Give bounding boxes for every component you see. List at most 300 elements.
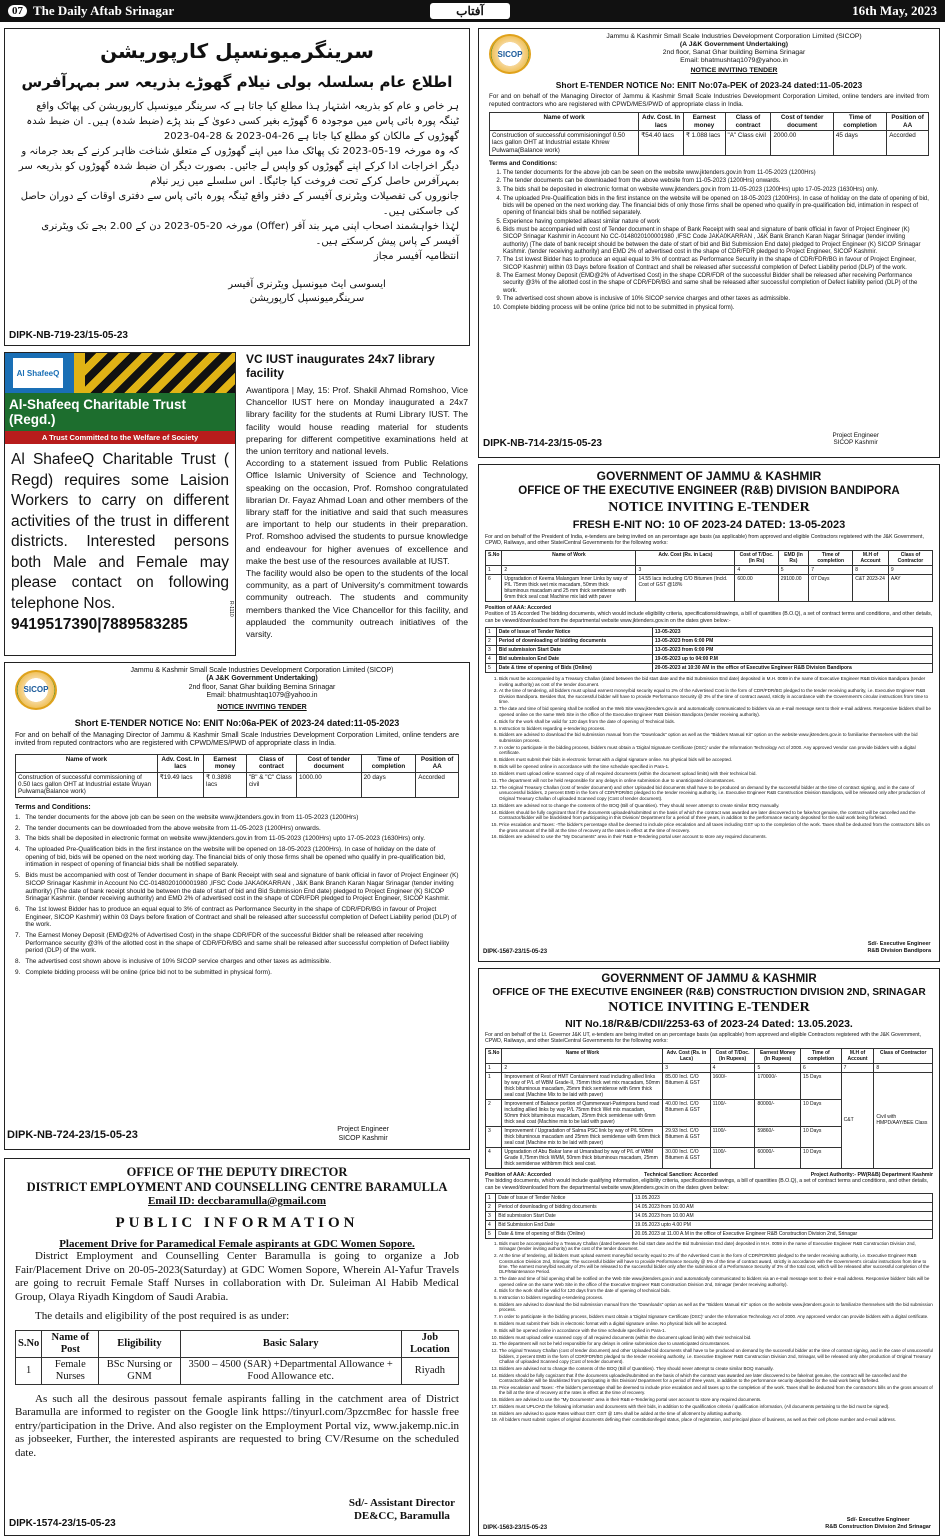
list-item: 2. At the time of tendering, all bidders must upload earnest money/bid security equal to 2% of the Advertised Cost in the form of CDR/FDR/BG pledged to the tender receiving authority, i.e. Executive Engineer R&B Division Bandipora. Besides that, the successful bidder will have to provide Performance Security @ 3% of the time of contract award, strictly in accordance with the Government's circular instructions from time to time. bbox=[499, 688, 933, 705]
list-item: 16. Bidders are advised to use the "My Documents" area in their R&B e-Tendering portal user account to store any required documents. bbox=[499, 1397, 933, 1402]
srinagar-colnum: 4 bbox=[710, 1063, 755, 1072]
srinagar-colnum: 8 bbox=[874, 1063, 933, 1072]
newspaper-header-bar bbox=[0, 0, 945, 22]
bandipora-dipk: DIPK-1567-23/15-05-23 bbox=[483, 949, 548, 955]
shafeeq-phone-numbers: 9419517390|7889583285 bbox=[11, 616, 188, 633]
bandipora-colnum: 1 bbox=[486, 565, 502, 574]
table-row bbox=[486, 628, 933, 637]
sicop1-td: Construction of successful commisioningof 0.50 lacs gallon OHT at Industrial estate Khrew Pulwama(Balance work) bbox=[490, 131, 639, 156]
srinagar-td: 10 Days bbox=[801, 1099, 842, 1126]
term-text: Bids must be accompanied with cost of Tender document in shape of Bank Receipt with seal and signature of bank official in favor of Project Engineer (K) SICOP Srinagar Kashmir in Account No CC-0148020100001980 ,IFSC Code JAKA0KARRAN , J&K Bank Branch Karan Nagar Srinagar (tender inviting authority) (The date of bank receipt should be between the date of start of bid and Bid Submission End date) pledged to Project Engineer (K) SICOP Srinagar Kashmir. (tender receiving authority) and EMD 2% of advertised cost in the shape of CDR/FDR pledged to Project Engineer, SICOP Kashmir. bbox=[25, 872, 459, 903]
urdu-notice-para-4: لہٰذا خواہشمند اصحاب اپنی مہر بند آفر (Offer) مورخہ 20-05-2023 دن کے 2.00 بجے تک ویٹرنری آفیسر کے پاس پیش کرسکتے ہیں۔ bbox=[41, 221, 459, 247]
list-item: 1. Bids must be accompanied by a Treasury Challan (dated between the bid start date and the Bid Submission End date) deposited in M.H. 0059 in the name of Executive Engineer R&B Construction Division 2nd, Srinagar (tender inviting authority) as the cost of the tender document. bbox=[499, 1241, 933, 1252]
srinagar-td: 10 Days bbox=[801, 1126, 842, 1147]
srinagar-td: 1100/- bbox=[710, 1147, 755, 1168]
date-no: 5 bbox=[486, 664, 497, 673]
srinagar-td: 4 bbox=[486, 1147, 502, 1168]
sicop2-work-table bbox=[15, 754, 459, 798]
sicop2-org: Jammu & Kashmir Small Scale Industries Development Corporation Limited (SICOP) bbox=[130, 667, 394, 674]
list-item: 15. Price escalation and Taxes: -The bidder's percentage shall be deemed to include price escalation and all taxes up to the completion of the work. Taxes shall be deducted from the contractor's bills on the gross amount of the bill at the time of recovery at the rates in effect at the time of recovery. bbox=[499, 1385, 933, 1396]
baramulla-post-table bbox=[15, 1330, 459, 1385]
bandipora-colnum: 9 bbox=[888, 565, 932, 574]
sicop1-td: ₹ 1.088 lacs bbox=[683, 131, 725, 156]
urdu-notice-dipk: DIPK-NB-719-23/15-05-23 bbox=[9, 330, 128, 341]
baramulla-th: Eligibility bbox=[99, 1330, 180, 1357]
table-row bbox=[486, 637, 933, 646]
bandipora-office: OFFICE OF THE EXECUTIVE ENGINEER (R&B) DIVISION BANDIPORA bbox=[518, 485, 900, 497]
bandipora-th: Time of completion bbox=[809, 550, 853, 565]
urdu-notice-signature-2: سرینگرمیونسپل کارپوریشن bbox=[249, 293, 365, 304]
sicop1-nit-heading: NOTICE INVITING TENDER bbox=[690, 67, 778, 74]
table-row bbox=[16, 1330, 459, 1357]
list-item: 17. Bidders must UPLOAD the following information and documents with their bids, in addition to the qualification criteria / qualification information, (All documents pertaining to the bid must be signed). bbox=[499, 1404, 933, 1409]
sicop2-sign-1: Project Engineer bbox=[337, 1126, 389, 1133]
srinagar-colnum: 5 bbox=[755, 1063, 801, 1072]
term-text: The advertised cost shown above is inclusive of 10% SICOP service charges and other taxes as admissible. bbox=[25, 958, 332, 966]
bandipora-signature bbox=[867, 941, 931, 955]
shafeeq-banner bbox=[5, 353, 235, 393]
table-row bbox=[486, 1230, 933, 1239]
baramulla-td: 3500 – 4500 (SAR) +Departmental Allowance + Food Allowance etc. bbox=[180, 1357, 401, 1384]
srinagar-td: 170000/- bbox=[755, 1072, 801, 1099]
baramulla-td: BSc Nursing or GNM bbox=[99, 1357, 180, 1384]
bandipora-th: Cost of T/Doc. (In Rs) bbox=[735, 550, 778, 565]
sicop2-td: "B" & "C" Class civil bbox=[246, 772, 296, 797]
term-text: The tender documents for the above job can be seen on the website www.jktenders.gov.in from 11-05-2023 (1200Hrs) bbox=[25, 813, 359, 821]
urdu-notice-para-1: ہر خاص و عام کو بذریعہ اشتہار ہذا مطلع کیا جاتا ہے کہ سرینگر میونسپل کارپوریشن کی پھاٹک واقع ٹینگہ پورہ بائی پاس میں موجودہ 6 گھوڑے بغیر کسی دعویٰ کے بند پڑے (ضبط شدہ) ہیں۔ ان ضبط شدہ گھوڑوں کے مالکان کو مطلع کیا جاتا ہے 26-04-2023 & 28-04-2023 bbox=[26, 101, 459, 142]
baramulla-signature bbox=[349, 1497, 455, 1523]
urdu-notice-para-3: جانوروں کی تفصیلات ویٹرنری آفیسر کے دفتر واقع ٹینگہ پورہ بائی پاس سے دفتری اوقات کے دوران حاصل کی جاسکتی ہیں۔ bbox=[20, 191, 459, 217]
list-item: 6. Bidders are advised to download the bid submission manual from the "Downloads" option as well as the "Bidders Manual Kit" option on the website www.jktenders.gov.in to familiarise themselves with the bid submission process. bbox=[499, 732, 933, 743]
list-item bbox=[15, 814, 459, 822]
sicop2-sign-2: SICOP Kashmir bbox=[338, 1135, 388, 1142]
srinagar-th: Name of Work bbox=[502, 1048, 663, 1063]
bandipora-th: Class of Contractor bbox=[888, 550, 932, 565]
sicop1-logo: SICOP bbox=[489, 34, 531, 74]
srinagar-th: M.H of Account bbox=[841, 1048, 874, 1063]
table-row bbox=[486, 1063, 933, 1072]
sicop-tender-notice-1 bbox=[478, 28, 940, 458]
term-number: 5. bbox=[15, 872, 21, 880]
srinagar-th: Cost of T/Doc. (In Rupees) bbox=[710, 1048, 755, 1063]
sicop2-nit-number: Short E-TENDER NOTICE No: ENIT No:06a-PEK of 2023-24 dated:11-05-2023 bbox=[74, 718, 400, 729]
list-item: 13. Bidders are advised not to change the contents of the BOQ (Bill of Quantities). They should never attempt to create similar BOQ manually. bbox=[499, 1366, 933, 1371]
sicop2-undertaking: (A J&K Government Undertaking) bbox=[206, 675, 318, 683]
term-number: 4. bbox=[15, 845, 21, 853]
sicop1-th: Position of AA bbox=[887, 113, 929, 131]
header-left bbox=[8, 3, 174, 19]
sicop2-td: ₹ 0.3898 lacs bbox=[204, 772, 247, 797]
srinagar-td: 1100/- bbox=[710, 1099, 755, 1126]
sicop2-signature bbox=[337, 1125, 389, 1143]
date-value: 19.05.2023 upto 4.00 PM bbox=[632, 1221, 932, 1230]
srinagar-sign-2: R&B Construction Division 2nd Srinagar bbox=[825, 1524, 931, 1530]
date-no: 2 bbox=[486, 1203, 496, 1212]
srinagar-dipk: DIPK-1563-23/15-05-23 bbox=[483, 1525, 548, 1531]
baramulla-th: Basic Salary bbox=[180, 1330, 401, 1357]
term-text: The uploaded Pre-Qualification bids in the first instance on the website will be opened on 18-05-2023 (1200Hrs). In case of holiday on the date of opening of bid, bids will be opened on the next working day. The financial bids of only those firms shall be opened who qualify in pre-qualification bid, intimation in respect of opening of financial bids shall be notified separately. bbox=[25, 845, 446, 869]
bandipora-sign-2: R&B Division Bandipora bbox=[867, 948, 931, 954]
srinagar-td: 1 bbox=[486, 1072, 502, 1099]
bandipora-colnum: 7 bbox=[809, 565, 853, 574]
date-no: 2 bbox=[486, 637, 497, 646]
sicop1-td: ₹54.40 lacs bbox=[639, 131, 684, 156]
term-number: 3. bbox=[15, 835, 21, 843]
sicop2-th: Earnest money bbox=[204, 754, 247, 772]
srinagar-td: 1100/- bbox=[710, 1126, 755, 1147]
iust-para-2: According to a statement issued from Public Relations Office Islamic University of Science and Technology, speaking on the occasion, Prof. Romshoo congratulated librarian Dr. Fayaz Ahmad Loan and other members of the library staff for the initiative and said that such measures are important to help our students in their preparation. Prof. Romshoo advised the students to pursue knowledge and endeavour for higher avenues of excellence and make the best use of the resources available at IUST. bbox=[246, 458, 468, 566]
srinagar-th: Adv. Cost (Rs. in Lacs) bbox=[663, 1048, 710, 1063]
sicop1-org: Jammu & Kashmir Small Scale Industries Development Corporation Limited (SICOP) bbox=[606, 33, 862, 40]
al-shafeeq-advert bbox=[4, 352, 236, 656]
list-item: 5. Instruction to bidders regarding e-tendering process. bbox=[499, 726, 933, 732]
sicop2-td: 1000.00 bbox=[296, 772, 361, 797]
date-value: 13-05-2023 bbox=[652, 628, 932, 637]
list-item bbox=[15, 872, 459, 903]
sicop2-org-block bbox=[65, 667, 459, 712]
list-item bbox=[15, 958, 459, 966]
srinagar-th: Earnest Money (In Rupees) bbox=[755, 1048, 801, 1063]
sicop2-th: Cost of tender document bbox=[296, 754, 361, 772]
date-value: 20-05-2023 at 10:30 AM in the office of Executive Engineer R&B Division Bandipora bbox=[652, 664, 932, 673]
list-item: 3. The date and time of bid opening shall be notified on the Web Site www.jktenders.gov.in and automatically communicated to bidders via an e-mail message sent to their e-mail address. Responsive bidders shall be opened online on the same Web Site in the office of the Executive Engineer R&B Division Bandipora (tender receiving authority). bbox=[499, 706, 933, 717]
urdu-auction-notice bbox=[4, 28, 470, 346]
sicop1-th: Class of contract bbox=[725, 113, 771, 131]
baramulla-th: Job Location bbox=[401, 1330, 458, 1357]
sicop1-td: "A" Class civil bbox=[725, 131, 771, 156]
list-item: 4. Bids for the work shall be valid for 120 days from the date of opening of technical bids. bbox=[499, 1288, 933, 1293]
srinagar-td: 40.00 Incl. C/O Bitumen & GST bbox=[663, 1099, 710, 1126]
srinagar-title: NOTICE INVITING E-TENDER bbox=[608, 1000, 810, 1015]
date-label: Date of Issue of Tender Notice bbox=[496, 628, 652, 637]
bandipora-td: C&T 2023-24 bbox=[853, 574, 889, 601]
bandipora-colnum: 3 bbox=[636, 565, 735, 574]
term-number: 2. bbox=[15, 824, 21, 832]
srinagar-td: Improvement of Balance portion of Qammerwari-Parimpora bund road including allied links by way P/L 75mm thick Wet mix macadam, 50mm thick bituminous macadam, 25mm thick semidense with 6mm thick seal coat (Machine mix to be laid with paver) bbox=[502, 1099, 663, 1126]
srinagar-work-table bbox=[485, 1048, 933, 1169]
srinagar-intro: For and on behalf of the Lt. Governor J&K UT, e-tenders are being invited on an percentage basis (as applicable) from approved and eligible Contractors registered with the J&K Government, CPWD, Railways, and other State/Central Governments for the following works: bbox=[485, 1032, 921, 1045]
srinagar-td: 15 Days bbox=[801, 1072, 842, 1099]
banner-stripes bbox=[85, 353, 235, 393]
sicop1-letterhead bbox=[489, 33, 929, 75]
list-item: 5. Instruction to bidders regarding e-tendering process. bbox=[499, 1295, 933, 1300]
baramulla-sign-2: DE&CC, Baramulla bbox=[353, 1510, 450, 1522]
list-item: 2. At the time of tendering, all bidders must upload earnest money/bid security equal to 2% of the Advertised Cost in the form of CDR/FDR/BG pledged to the tender receiving authority, i.e. Executive Engineer R&B Construction Division 2nd, Srinagar. The successful bidder will have to provide Performance Security @ 5% of the time of contract award, strictly in accordance with the Government's circular instructions from time to time. The earnest money/bid security of 2% will be released to the successful bidder only after the submission of a Performance Security of 3% of the total cost, which will be released after successful completion of the DLP/Maintenance Period. bbox=[499, 1253, 933, 1275]
date-value: 13.05.2023 bbox=[632, 1194, 932, 1203]
bandipora-gov: GOVERNMENT OF JAMMU & KASHMIR bbox=[596, 469, 822, 483]
date-value: 14.05.2023 from 10.00 AM bbox=[632, 1203, 932, 1212]
sicop1-th: Name of work bbox=[490, 113, 639, 131]
list-item: 9. Bids will be opened online in accordance with the time schedule specified in Para-1. bbox=[499, 1328, 933, 1333]
date-label: Bid Submission End Date bbox=[496, 1221, 632, 1230]
list-item: 1. The tender documents for the above job can be seen on the website www.jktenders.gov.in from 11-05-2023 (1200Hrs) bbox=[503, 170, 929, 177]
date-label: Period of downloading of bidding documents bbox=[496, 637, 652, 646]
srinagar-colnum: 6 bbox=[801, 1063, 842, 1072]
urdu-notice-subtitle: اطلاع عام بسلسلہ بولی نیلام گھوڑے بذریعہ سر بمہرآفرس bbox=[21, 73, 453, 91]
urdu-notice-title: سرینگرمیونسپل کارپوریشن bbox=[100, 39, 374, 63]
urdu-notice-para-2: کہ وہ مورخہ 19-05-2023 تک پھاٹک مذا میں اپنے گھوڑوں کے متعلق شناخت ظاہر کرنے کے بعد جرمانہ و دیگر اخراجات ادا کرکے اپنے گھوڑوں کو واپس لے جائیں۔ بصورت دیگر ان ضبط شدہ گھوڑوں کو بذریعہ سر بمہرآفرس حاصل کرکے تحت فروخت کیا جائیگا۔ اس سلسلے میں زیر نیلام bbox=[18, 146, 459, 187]
bandipora-title: NOTICE INVITING E-TENDER bbox=[608, 500, 810, 515]
sicop1-td: 45 days bbox=[833, 131, 886, 156]
baramulla-td: 1 bbox=[16, 1357, 42, 1384]
sicop1-work-table bbox=[489, 112, 929, 156]
shafeeq-body: Al ShafeeQ Charitable Trust ( Regd) requires some Laision Workers to carry on different activities of the trust in different districts. Interested persons both Male and Female may please contact on following telephone Nos. bbox=[11, 451, 229, 612]
term-number: 1. bbox=[15, 813, 21, 821]
list-item: 16. Bidders are advised to use the "My Documents" area in their R&B e-Tendering portal user account to store any required documents. bbox=[499, 834, 933, 840]
srinagar-signature bbox=[825, 1517, 931, 1531]
sicop2-th: Time of completion bbox=[361, 754, 416, 772]
srinagar-td: 29.93 Incl. C/O Bitumen & GST bbox=[663, 1126, 710, 1147]
term-number: 6. bbox=[15, 905, 21, 913]
bandipora-td: 14.55 lacs including C/O Bitumen (Incld. Cost of GST @18% bbox=[636, 574, 735, 601]
list-item: 6. Bids must be accompanied with cost of Tender document in shape of Bank Receipt with seal and signature of bank official in favor of Project Engineer (K) SICOP Srinagar Kashmir in Account No CC-0148020100001980 ,IFSC Code JAKA0KARRAN , J&K Bank Branch Karan Nagar Srinagar (tender inviting authority) (The date of bank receipt should be between the date of start of bid and Bid Submission End date) pledged to Project Engineer (K) SICOP Srinagar Kashmir. (tender receiving authority) and EMD 2% of advertised cost in the shape of CDR/FDR pledged to Project Engineer, SICOP Kashmir. bbox=[503, 227, 929, 256]
bandipora-th: Name of Work bbox=[502, 550, 636, 565]
bandipora-nit: FRESH E-NIT NO: 10 OF 2023-24 DATED: 13-05-2023 bbox=[572, 519, 846, 531]
srinagar-clauses bbox=[485, 1241, 933, 1423]
date-label: Date & time of opening of Bids (Online) bbox=[496, 1230, 632, 1239]
srinagar-mh: C&T bbox=[841, 1072, 874, 1168]
list-item: 14. Bidders should be fully cognizant that if the documents uploaded/submitted on the basis of which the contract was awarded are later discovered to be fake/not genuine, the contract will be cancelled and the Contractor/bidder will be blacklisted from participating in this Division/ Department for a period of three years, in addition to the performance security deposited for the said work being forfeited. bbox=[499, 810, 933, 821]
date-no: 5 bbox=[486, 1230, 496, 1239]
sicop2-logo: SICOP bbox=[15, 670, 57, 710]
sicop2-td: 20 days bbox=[361, 772, 416, 797]
bandipora-td: AAY bbox=[888, 574, 932, 601]
srinagar-td: Improvement of Rest of HMT Containment road including allied links by way of P/L of WBM Grade-II, 75mm thick wet mix macadam, 50mm thick bituminous macadam, 25mm thick semidense with 6mm thick seal coat (Machine Mix to be laid with paver) bbox=[502, 1072, 663, 1099]
term-text: Complete bidding process will be online (price bid not to be submitted in physical form). bbox=[25, 968, 272, 976]
list-item: 9. The advertised cost shown above is inclusive of 10% SICOP service charges and other taxes as admissible. bbox=[503, 296, 929, 303]
date-label: Period of downloading of bidding documents bbox=[496, 1203, 632, 1212]
shafeeq-logo: Al ShafeeQ bbox=[13, 358, 63, 388]
list-item bbox=[15, 825, 459, 833]
table-row bbox=[16, 1357, 459, 1384]
date-label: Date of Issue of Tender Notice bbox=[496, 1194, 632, 1203]
sicop2-td: Construction of successful commissioning of 0.50 lacs gallon OHT at Industrial estate Wuyan Pulwama(Balance work) bbox=[16, 772, 158, 797]
list-item: 8. Bidders must submit their bids in electronic format with a digital signature online. No physical bids will be accepted. bbox=[499, 1321, 933, 1326]
srinagar-dates-table bbox=[485, 1193, 933, 1239]
srinagar-td: Improvement / Upgradation of Salma PSC link by way of P/L 50mm thick bituminous macadam and 25mm thick semidense with 6mm thick seal coat (Machine mix to be laid with paver) bbox=[502, 1126, 663, 1147]
bandipora-td: Upgradation of Keema Malangam Inner Links by way of P/L 75mm thick wet mix macadam, 50mm thick bituminous macadam and 25 mm thick semidense with 6mm thick seal coat Machine mix laid with paver bbox=[502, 574, 636, 601]
list-item: 12. The original Treasury Challan (cost of tender document) and other Uploaded bid documents shall have to be produced on demand by the successful bidder at the time of contract signing, and in the case of unsuccessful bidders, 2 percent EMD in the form of CDR/FDR/BG pledged to the tender receiving authority, i.e. Executive Engineer R&B Construction Division Bandipora, will be released only after production of Original Treasury Challan of uploaded Scanned copy (Cost of tender document). bbox=[499, 785, 933, 802]
srinagar-td: 60000/- bbox=[755, 1147, 801, 1168]
term-number: 7. bbox=[15, 932, 21, 940]
srinagar-th: Class of Contractor bbox=[874, 1048, 933, 1063]
date-no: 1 bbox=[486, 1194, 496, 1203]
term-text: The bids shall be deposited in electronic format on website www.jktenders.gov.in from 11-05-2023 (1200Hrs) upto 17-05-2023 (1630Hrs) only. bbox=[25, 835, 425, 843]
iust-news-article bbox=[244, 352, 470, 656]
sicop1-terms-title: Terms and Conditions: bbox=[489, 160, 558, 168]
table-row bbox=[486, 1048, 933, 1063]
srinagar-aaa: Position of AAA: Accorded bbox=[485, 1171, 552, 1178]
term-text: The tender documents can be downloaded from the above website from 11-05-2023 (1200Hrs) onwards. bbox=[25, 824, 321, 832]
baramulla-email: Email ID: deccbaramulla@gmail.com bbox=[148, 1195, 326, 1207]
table-row bbox=[486, 565, 933, 574]
sicop1-th: Adv. Cost. In lacs bbox=[639, 113, 684, 131]
bandipora-tender-notice bbox=[478, 464, 940, 962]
srinagar-colnum: 1 bbox=[486, 1063, 502, 1072]
srinagar-pa: Project Authority:- PW(R&B) Department Kashmir bbox=[810, 1171, 933, 1178]
srinagar-td: 1600/- bbox=[710, 1072, 755, 1099]
list-item: 7. In order to participate in the bidding process, bidders must obtain a 'Digital Signature Certificate (DSC)' under the Information Technology Act of 2000. Any approved Vendor can provide bidders with a digital certificate. bbox=[499, 745, 933, 756]
list-item: 8. The Earnest Money Deposit (EMD@2% of Advertised Cost) in the shape CDR/FDR of the successful Bidder shall be released after receiving Performance security @3% of the allotted cost in the shape of CDR/FDR/BG and same shall be released after successful completion of Defect liability period (DLP) of the work. bbox=[503, 273, 929, 295]
sicop1-table-header bbox=[490, 113, 929, 131]
list-item: 7. The 1st lowest Bidder has to produce an equal equal to 3% of contract as Performance Security in the shape of CDR/FDR/BG in favour of Project Engineer, SICOP Kashmir) within 03 Days before fixation of Contract and shall be released after successful completion of Defect Liability period (DLP) of the work. bbox=[503, 257, 929, 271]
term-number: 8. bbox=[15, 958, 21, 966]
sicop2-letterhead bbox=[15, 667, 459, 712]
date-label: Bid submission Start Date bbox=[496, 1212, 632, 1221]
bandipora-th: EMD (In Rs) bbox=[778, 550, 809, 565]
list-item: 18. Bidders are advised to quote Rates without GST. GST @ 18% shall be added at the time of allotment by allotting authority. bbox=[499, 1411, 933, 1416]
sicop1-sign-2: SICOP Kashmir bbox=[833, 439, 878, 447]
baramulla-td: Female Nurses bbox=[42, 1357, 99, 1384]
srinagar-para: The bidding documents, which would include qualifying information, eligibility criteria, specifications/drawings, a bill of quantities (B.O.Q), a set of contract terms and conditions, and other details, can be viewed/downloaded from the departmental website www.jktenders.gov.in on the dates given below: bbox=[485, 1178, 929, 1191]
date-label: Bid submission End Date bbox=[496, 655, 652, 664]
list-item: 4. Bids for the work shall be valid for 120 days from the date of opening of Technical bids. bbox=[499, 719, 933, 725]
srinagar-colnum: 7 bbox=[841, 1063, 874, 1072]
srinagar-td: 59860/- bbox=[755, 1126, 801, 1147]
list-item bbox=[15, 906, 459, 929]
srinagar-tender-notice bbox=[478, 968, 940, 1536]
srinagar-class: Civil with HMPD/AAY/BEE Class bbox=[874, 1072, 933, 1168]
sicop1-th: Earnest money bbox=[683, 113, 725, 131]
sicop2-td: Accorded bbox=[416, 772, 459, 797]
bandipora-work-table bbox=[485, 550, 933, 602]
bandipora-th: M.H of Account bbox=[853, 550, 889, 565]
sicop1-signature bbox=[832, 432, 879, 447]
date-label: Bid submission Start Date bbox=[496, 646, 652, 655]
list-item: 3. The date and time of bid opening shall be notified on the Web Site www.jktenders.gov.in and automatically communicated to bidders via an e-mail message sent to their e-mail address. Responsive bidders' bids will be opened online on the same Web Site in the office of the Executive Engineer R&B Construction Division 2nd, Srinagar (tender receiving authority). bbox=[499, 1276, 933, 1287]
sicop1-th: Time of completion bbox=[833, 113, 886, 131]
list-item: 14. Bidders should be fully cognizant that if the documents uploaded/submitted on the basis of which the contract was awarded are later discovered to be fake/not genuine, the contract will be cancelled and the Contractor/bidder will be blacklisted from participating in this Division/ Department for a period of three years, in addition to the performance security deposited for the said work being forfeited. bbox=[499, 1373, 933, 1384]
sicop2-th: Name of work bbox=[16, 754, 158, 772]
table-row bbox=[486, 574, 933, 601]
iust-para-3: The facility would also be open to the students of the local community, as a part of University's commitment towards community outreach. The students and community members thanked the Vice Chancellor for this facility, and applauded the community outreach initiatives of the varsity. bbox=[246, 568, 468, 640]
bandipora-dates-table bbox=[485, 627, 933, 673]
sicop1-address: 2nd floor, Sanat Ghar building Bemina Srinagar bbox=[662, 49, 806, 56]
list-item: 4. The uploaded Pre-Qualification bids in the first instance on the website will be opened on 18-05-2023 (1200Hrs). In case of holiday on the date of opening of bid, bids will be opened on the next working day. The financial bids of only those firms shall be opened who qualify in pre-qualification bid, intimation in respect of opening of financial bids shall be notified separately. bbox=[503, 196, 929, 218]
srinagar-td: Upgradation of Abu Bakar lane at Umarabad by way of P/L of WBM Grade II,75mm thick WMM, 50mm thick bituminous macadam, 25mm thick semidense withbmm thick seal coat. bbox=[502, 1147, 663, 1168]
list-item: 12. The original Treasury Challan (cost of tender document) and other Uploaded bid documents shall have to be produced on demand by the successful bidder at the time of contract signing, and in the case of unsuccessful bidders, 2 percent EMD in the form of CDR/FDR/BG pledged to the tender receiving authority, i.e. Executive Engineer R&B Construction Division 2nd, Srinagar, will be released only after production of Original Treasury Challan of uploaded Scanned copy (Cost of tender document). bbox=[499, 1348, 933, 1364]
table-row bbox=[16, 772, 459, 797]
sicop-tender-notice-2 bbox=[4, 662, 470, 1150]
table-row bbox=[486, 646, 933, 655]
shafeeq-tagline: A Trust Committed to the Welfare of Society bbox=[5, 431, 235, 444]
date-value: 13-05-2023 from 6:00 PM bbox=[652, 646, 932, 655]
table-row bbox=[486, 1221, 933, 1230]
srinagar-td: 3 bbox=[486, 1126, 502, 1147]
baramulla-para-1: District Employment and Counselling Center Baramulla is going to organize a Job Fair/Placement Drive on 20-05-2023(Saturday) at GDC Women Sopore, Wherein Al-Yafur Travels are going to recruit Female Staff Nurses in collaboration with Dr. Suleiman Al Habib Medical Group, Olaya Riyadh Kingdom of Saudi Arabia. bbox=[15, 1250, 459, 1303]
term-text: The 1st lowest Bidder has to produce an equal equal to 3% of contract as Performance Security in the shape of CDR/FDR/BG in favour of Project Engineer, SICOP Kashmir) within 03 Days before fixation of Contract and shall be released after successful completion of Defect Liability period (DLP) of the work. bbox=[25, 905, 457, 929]
list-item: 19. All bidders must submit copies of original documents defining their constitution/legal status, place of registration, and principal place of business, as well as their cell phone number and e-mail address. bbox=[499, 1417, 933, 1422]
list-item: 6. Bidders are advised to download the bid submission manual from the "Downloads" option as well as the "Bidders Manual Kit" option on the website www.jktenders.gov.in to familiarize themselves with the bid submission process. bbox=[499, 1302, 933, 1313]
bandipora-colnum: 5 bbox=[778, 565, 809, 574]
sicop1-th: Cost of tender document bbox=[771, 113, 833, 131]
sicop2-email: Email: bhatmushtaq1079@yahoo.in bbox=[206, 692, 318, 700]
srinagar-office: OFFICE OF THE EXECUTIVE ENGINEER (R&B) CONSTRUCTION DIVISION 2ND, SRINAGAR bbox=[492, 987, 926, 998]
sicop2-nit-heading: NOTICE INVITING TENDER bbox=[217, 703, 307, 711]
list-item: 10. Bidders must upload online scanned copy of all required documents (within the document upload limits) with their technical bid. bbox=[499, 1335, 933, 1340]
baramulla-office-2: DISTRICT EMPLOYMENT AND COUNSELLING CENTRE BARAMULLA bbox=[26, 1180, 448, 1194]
table-row bbox=[486, 550, 933, 565]
sicop1-dipk: DIPK-NB-714-23/15-05-23 bbox=[483, 438, 602, 449]
bandipora-td: 6 bbox=[486, 574, 502, 601]
date-no: 3 bbox=[486, 1212, 496, 1221]
srinagar-td: 80000/- bbox=[755, 1099, 801, 1126]
bandipora-td: 07 Days bbox=[809, 574, 853, 601]
baramulla-sign-1: Sd/- Assistant Director bbox=[348, 1497, 455, 1509]
sicop2-intro: For and on behalf of the Managing Director of Jammu & Kashmir Small Scale Industries Development Corporation Limited, online tenders are invited from reputed contractors who are registered with CPWD/MES/PWD of appropriate class in India. bbox=[15, 732, 459, 748]
term-text: The Earnest Money Deposit (EMD@2% of Advertised Cost) in the shape CDR/FDR of the successful Bidder shall be released after receiving Performance security @3% of the allotted cost in the shape of CDR/FDR/BG and same shall be released after successful completion of Defect liability period (DLP) of the work. bbox=[25, 932, 450, 955]
table-row bbox=[490, 131, 929, 156]
date-value: 13-05-2023 from 6:00 PM bbox=[652, 637, 932, 646]
baramulla-th: Name of Post bbox=[42, 1330, 99, 1357]
list-item: 10. Complete bidding process will be online (price bid not to be submitted in physical form). bbox=[503, 305, 929, 312]
srinagar-td: 10 Days bbox=[801, 1147, 842, 1168]
list-item: 11. The department will not be held responsible for any delays in online submission due to unanticipated circumstances. bbox=[499, 778, 933, 784]
shafeeq-ref: R-1110 bbox=[228, 601, 234, 617]
issue-date: 16th May, 2023 bbox=[852, 3, 937, 18]
date-no: 4 bbox=[486, 655, 497, 664]
list-item: 11. The department will not be held responsible for any delays in online submission due to unanticipated circumstances. bbox=[499, 1341, 933, 1346]
date-value: 20.05.2023 at 11.00 A.M in the office of Executive Engineer R&B Construction Division 2nd, Srinagar bbox=[632, 1230, 932, 1239]
list-item: 1. Bids must be accompanied by a Treasury Challan (dated between the bid start date and the Bid Submission End date) deposited in M.H. 0059 in the name of Executive Engineer R&B Division Bandipora (tender inviting authority) as cost of the tender document. bbox=[499, 676, 933, 687]
srinagar-nit: NIT No.18/R&B/CDII/2253-63 of 2023-24 Dated: 13.05.2023. bbox=[565, 1018, 853, 1030]
bandipora-colnum: 2 bbox=[502, 565, 636, 574]
baramulla-td: Riyadh bbox=[401, 1357, 458, 1384]
date-label: Date & time of opening of Bids (Online) bbox=[496, 664, 652, 673]
srinagar-colnum: 2 bbox=[502, 1063, 663, 1072]
baramulla-public-information bbox=[4, 1158, 470, 1536]
sicop1-sign-1: Project Engineer bbox=[832, 431, 879, 439]
sicop2-td: ₹19.49 lacs bbox=[157, 772, 203, 797]
sicop2-table-header bbox=[16, 754, 459, 772]
sicop2-th: Position of AA bbox=[416, 754, 459, 772]
date-no: 4 bbox=[486, 1221, 496, 1230]
sicop1-undertaking: (A J&K Government Undertaking) bbox=[679, 41, 789, 48]
table-row bbox=[486, 1194, 933, 1203]
table-row bbox=[486, 1203, 933, 1212]
sicop2-terms-list bbox=[15, 814, 459, 977]
urdu-notice-note: انتظامیہ آفیسر مجاز bbox=[373, 251, 459, 262]
sicop2-terms-title: Terms and Conditions: bbox=[15, 803, 91, 811]
srinagar-th: Time of completion bbox=[801, 1048, 842, 1063]
bandipora-td: 600.00 bbox=[735, 574, 778, 601]
bandipora-clauses bbox=[485, 676, 933, 840]
sicop1-org-block bbox=[539, 33, 929, 75]
sicop2-th: Class of contract bbox=[246, 754, 296, 772]
srinagar-colnum: 3 bbox=[663, 1063, 710, 1072]
baramulla-dipk: DIPK-1574-23/15-05-23 bbox=[9, 1518, 116, 1529]
list-item bbox=[15, 835, 459, 843]
bandipora-th: Adv. Cost (Rs. in Lacs) bbox=[636, 550, 735, 565]
bandipora-para: Position of 15 Accorded The bidding documents, which would include eligibility criteria, specifications/drawings, a bill of quantities (B.O.Q), a set of contract terms and conditions, and other details, can be viewed/downloaded from the departmental website www.jktenders.gov.in on the dates given below:- bbox=[485, 611, 933, 624]
baramulla-para-2: The details and eligibility of the post required is as under: bbox=[35, 1310, 290, 1322]
term-number: 9. bbox=[15, 968, 21, 976]
sicop1-terms-list bbox=[489, 170, 929, 312]
list-item: 5. Experience having completed atleast similar nature of work bbox=[503, 219, 929, 226]
iust-para-1: Awantipora | May, 15: Prof. Shakil Ahmad Romshoo, Vice Chancellor IUST here on Monday inaugurated a 24x7 library facility for the students at Rumi Library IUST. The facility would house reading material for students preparing for different competitive examinations held at the union territory and national levels. bbox=[246, 385, 468, 457]
baramulla-th: S.No bbox=[16, 1330, 42, 1357]
sicop1-td: 2000.00 bbox=[771, 131, 833, 156]
sicop1-td: Accorded bbox=[887, 131, 929, 156]
bandipora-sign-1: Sd/- Executive Engineer bbox=[867, 941, 931, 947]
list-item: 13. Bidders are advised not to change the contents of the BOQ (Bill of Quantities). They should never attempt to create similar BOQ manually. bbox=[499, 803, 933, 809]
date-no: 1 bbox=[486, 628, 497, 637]
sicop1-intro: For and on behalf of the Managing Director of Jammu & Kashmir Small Scale Industries Development Corporation Limited, online tenders are invited from reputed contractors who are registered with CPWD/MES/PWD of appropriate class in India. bbox=[489, 93, 929, 108]
table-row bbox=[486, 655, 933, 664]
sicop1-email: Email: bhatmushtaq1079@yahoo.in bbox=[680, 57, 788, 64]
list-item: 9. Bids will be opened online in accordance with the time schedule specified in Para-1. bbox=[499, 764, 933, 770]
bandipora-td: 29100.00 bbox=[778, 574, 809, 601]
